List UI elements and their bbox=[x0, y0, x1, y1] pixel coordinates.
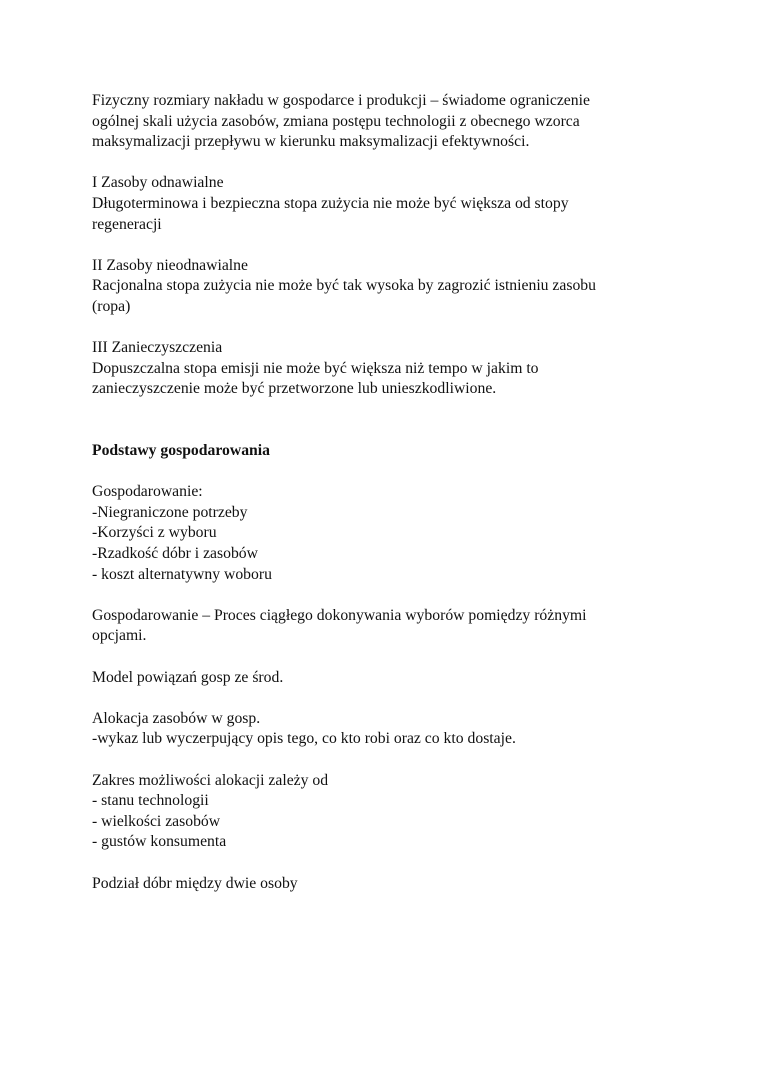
list-item: -Korzyści z wyboru bbox=[92, 524, 217, 542]
model-line: Model powiązań gosp ze środ. bbox=[92, 668, 284, 686]
alokacja-paragraph bbox=[92, 709, 712, 750]
section-heading: Podstawy gospodarowania bbox=[92, 442, 270, 460]
list-item: - gustów konsumenta bbox=[92, 833, 227, 851]
document-page bbox=[92, 91, 712, 894]
definition-line: opcjami. bbox=[92, 627, 147, 645]
definition-line: Gospodarowanie – Proces ciągłego dokonywania wyborów pomiędzy różnymi bbox=[92, 606, 587, 624]
list-title: Gospodarowanie: bbox=[92, 483, 203, 501]
alokacja-line: Alokacja zasobów w gosp. bbox=[92, 709, 261, 727]
section-line: regeneracji bbox=[92, 215, 162, 233]
section-title: II Zasoby nieodnawialne bbox=[92, 256, 248, 274]
intro-paragraph bbox=[92, 91, 712, 153]
section-line: Racjonalna stopa zużycia nie może być tak wysoka by zagrozić istnieniu zasobu bbox=[92, 277, 596, 295]
list-item: - koszt alternatywny woboru bbox=[92, 565, 272, 583]
podzial-paragraph bbox=[92, 874, 712, 895]
gospodarowanie-list bbox=[92, 482, 712, 585]
intro-line: maksymalizacji przepływu w kierunku maksymalizacji efektywności. bbox=[92, 133, 530, 151]
list-item: - wielkości zasobów bbox=[92, 812, 221, 830]
section-pollution bbox=[92, 338, 712, 400]
zakres-list bbox=[92, 771, 712, 853]
section-title: III Zanieczyszczenia bbox=[92, 339, 223, 357]
intro-line: Fizyczny rozmiary nakładu w gospodarce i produkcji – świadome ograniczenie bbox=[92, 92, 590, 109]
list-title: Zakres możliwości alokacji zależy od bbox=[92, 771, 329, 789]
section-title: I Zasoby odnawialne bbox=[92, 174, 224, 192]
model-paragraph bbox=[92, 668, 712, 689]
list-item: -Niegraniczone potrzeby bbox=[92, 503, 248, 521]
podzial-line: Podział dóbr między dwie osoby bbox=[92, 874, 298, 892]
list-item: -Rzadkość dóbr i zasobów bbox=[92, 545, 258, 563]
definition-paragraph bbox=[92, 606, 712, 647]
section-line: (ropa) bbox=[92, 297, 131, 315]
section-line: zanieczyszczenie może być przetworzone lub unieszkodliwione. bbox=[92, 380, 497, 398]
alokacja-line: -wykaz lub wyczerpujący opis tego, co kto robi oraz co kto dostaje. bbox=[92, 730, 516, 748]
section-line: Dopuszczalna stopa emisji nie może być większa niż tempo w jakim to bbox=[92, 359, 539, 377]
section-nonrenewable bbox=[92, 256, 712, 318]
intro-line: ogólnej skali użycia zasobów, zmiana postępu technologii z obecnego wzorca bbox=[92, 112, 580, 130]
section-renewable bbox=[92, 173, 712, 235]
section-line: Długoterminowa i bezpieczna stopa zużycia nie może być większa od stopy bbox=[92, 194, 569, 212]
list-item: - stanu technologii bbox=[92, 792, 209, 810]
heading-block bbox=[92, 441, 712, 462]
